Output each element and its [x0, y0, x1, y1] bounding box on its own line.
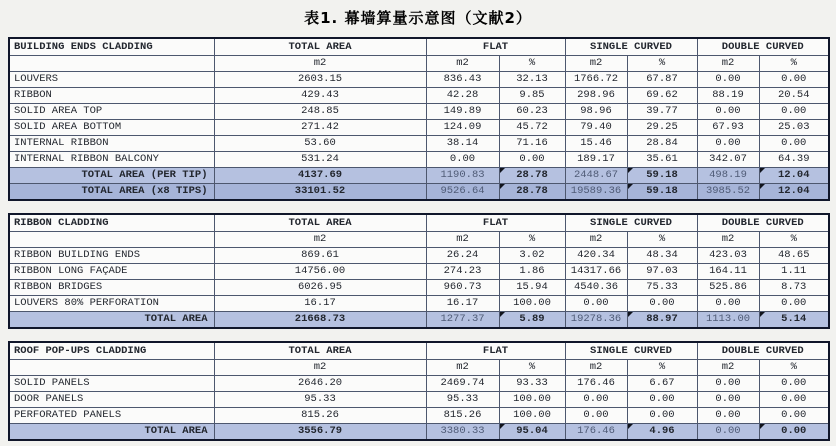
- unit-row: [9, 232, 829, 248]
- table-row: [9, 376, 829, 392]
- value-cell: 176.46: [565, 424, 627, 441]
- value-cell: 69.62: [627, 88, 697, 104]
- unit-percent-cell: %: [627, 360, 697, 376]
- unit-percent-cell: %: [627, 232, 697, 248]
- table-row: [9, 88, 829, 104]
- value-cell: 19589.36: [565, 184, 627, 201]
- value-cell: 19278.36: [565, 312, 627, 329]
- value-cell: 420.34: [565, 248, 627, 264]
- value-cell: 4540.36: [565, 280, 627, 296]
- value-cell: 95.33: [426, 392, 499, 408]
- table-row: [9, 424, 829, 441]
- value-cell: 12.04: [759, 184, 829, 201]
- unit-percent-cell: %: [759, 232, 829, 248]
- value-cell: 1.11: [759, 264, 829, 280]
- header-row: [9, 342, 829, 360]
- value-cell: 16.17: [426, 296, 499, 312]
- table-section-name: ROOF POP-UPS CLADDING: [9, 342, 214, 360]
- value-cell: 93.33: [499, 376, 565, 392]
- value-cell: 16.17: [214, 296, 426, 312]
- value-cell: 59.18: [627, 168, 697, 184]
- unit-m2-cell: m2: [565, 56, 627, 72]
- value-cell: 39.77: [627, 104, 697, 120]
- unit-m2-cell: m2: [426, 360, 499, 376]
- row-label-cell: RIBBON BRIDGES: [9, 280, 214, 296]
- value-cell: 0.00: [759, 392, 829, 408]
- value-cell: 176.46: [565, 376, 627, 392]
- value-cell: 429.43: [214, 88, 426, 104]
- value-cell: 60.23: [499, 104, 565, 120]
- value-cell: 59.18: [627, 184, 697, 201]
- value-cell: 1277.37: [426, 312, 499, 329]
- table-row: [9, 312, 829, 329]
- row-label-cell: TOTAL AREA: [9, 312, 214, 329]
- unit-percent-cell: %: [627, 56, 697, 72]
- col-header-double-curved: DOUBLE CURVED: [697, 38, 829, 56]
- unit-m2-cell: m2: [697, 232, 759, 248]
- row-label-cell: LOUVERS: [9, 72, 214, 88]
- unit-percent-cell: %: [499, 232, 565, 248]
- value-cell: 1190.83: [426, 168, 499, 184]
- table-section-name: RIBBON CLADDING: [9, 214, 214, 232]
- value-cell: 0.00: [697, 296, 759, 312]
- value-cell: 0.00: [697, 392, 759, 408]
- value-cell: 75.33: [627, 280, 697, 296]
- value-cell: 15.94: [499, 280, 565, 296]
- value-cell: 0.00: [759, 424, 829, 441]
- value-cell: 0.00: [499, 152, 565, 168]
- unit-percent-cell: %: [759, 360, 829, 376]
- value-cell: 3.02: [499, 248, 565, 264]
- value-cell: 53.60: [214, 136, 426, 152]
- value-cell: 8.73: [759, 280, 829, 296]
- value-cell: 28.78: [499, 168, 565, 184]
- header-row: [9, 38, 829, 56]
- unit-row-blank-cell: [9, 56, 214, 72]
- row-label-cell: DOOR PANELS: [9, 392, 214, 408]
- unit-m2-cell: m2: [426, 56, 499, 72]
- col-header-total-area: TOTAL AREA: [214, 342, 426, 360]
- value-cell: 15.46: [565, 136, 627, 152]
- unit-row: [9, 360, 829, 376]
- value-cell: 20.54: [759, 88, 829, 104]
- value-cell: 0.00: [759, 136, 829, 152]
- value-cell: 0.00: [697, 376, 759, 392]
- value-cell: 531.24: [214, 152, 426, 168]
- value-cell: 960.73: [426, 280, 499, 296]
- table-building-ends-cladding: [8, 37, 830, 201]
- value-cell: 0.00: [697, 104, 759, 120]
- tables-container: [0, 37, 836, 441]
- table-row: [9, 264, 829, 280]
- table-section-name: BUILDING ENDS CLADDING: [9, 38, 214, 56]
- value-cell: 298.96: [565, 88, 627, 104]
- value-cell: 25.03: [759, 120, 829, 136]
- value-cell: 0.00: [759, 104, 829, 120]
- value-cell: 2603.15: [214, 72, 426, 88]
- unit-m2-cell: m2: [426, 232, 499, 248]
- col-header-flat: FLAT: [426, 214, 565, 232]
- value-cell: 88.97: [627, 312, 697, 329]
- row-label-cell: INTERNAL RIBBON: [9, 136, 214, 152]
- value-cell: 5.14: [759, 312, 829, 329]
- value-cell: 0.00: [426, 152, 499, 168]
- value-cell: 3380.33: [426, 424, 499, 441]
- table-row: [9, 296, 829, 312]
- value-cell: 14317.66: [565, 264, 627, 280]
- table-row: [9, 168, 829, 184]
- row-label-cell: TOTAL AREA (x8 TIPS): [9, 184, 214, 201]
- value-cell: 6026.95: [214, 280, 426, 296]
- value-cell: 2448.67: [565, 168, 627, 184]
- value-cell: 2469.74: [426, 376, 499, 392]
- value-cell: 815.26: [214, 408, 426, 424]
- value-cell: 9526.64: [426, 184, 499, 201]
- value-cell: 28.84: [627, 136, 697, 152]
- table-row: [9, 408, 829, 424]
- value-cell: 12.04: [759, 168, 829, 184]
- value-cell: 71.16: [499, 136, 565, 152]
- value-cell: 1.86: [499, 264, 565, 280]
- value-cell: 100.00: [499, 392, 565, 408]
- row-label-cell: SOLID PANELS: [9, 376, 214, 392]
- value-cell: 67.93: [697, 120, 759, 136]
- value-cell: 100.00: [499, 408, 565, 424]
- value-cell: 67.87: [627, 72, 697, 88]
- col-header-total-area: TOTAL AREA: [214, 214, 426, 232]
- value-cell: 33101.52: [214, 184, 426, 201]
- value-cell: 4.96: [627, 424, 697, 441]
- unit-m2-cell: m2: [214, 56, 426, 72]
- value-cell: 149.89: [426, 104, 499, 120]
- value-cell: 95.33: [214, 392, 426, 408]
- value-cell: 0.00: [627, 392, 697, 408]
- value-cell: 48.65: [759, 248, 829, 264]
- col-header-flat: FLAT: [426, 342, 565, 360]
- header-row: [9, 214, 829, 232]
- table-roof-pop-ups-cladding: [8, 341, 830, 441]
- value-cell: 14756.00: [214, 264, 426, 280]
- value-cell: 28.78: [499, 184, 565, 201]
- value-cell: 0.00: [697, 408, 759, 424]
- value-cell: 0.00: [565, 392, 627, 408]
- value-cell: 32.13: [499, 72, 565, 88]
- value-cell: 29.25: [627, 120, 697, 136]
- unit-m2-cell: m2: [697, 360, 759, 376]
- value-cell: 271.42: [214, 120, 426, 136]
- table-row: [9, 184, 829, 201]
- row-label-cell: INTERNAL RIBBON BALCONY: [9, 152, 214, 168]
- table-row: [9, 136, 829, 152]
- row-label-cell: SOLID AREA BOTTOM: [9, 120, 214, 136]
- table-row: [9, 248, 829, 264]
- value-cell: 97.03: [627, 264, 697, 280]
- value-cell: 0.00: [627, 408, 697, 424]
- value-cell: 124.09: [426, 120, 499, 136]
- row-label-cell: TOTAL AREA: [9, 424, 214, 441]
- value-cell: 9.85: [499, 88, 565, 104]
- value-cell: 869.61: [214, 248, 426, 264]
- value-cell: 0.00: [759, 72, 829, 88]
- row-label-cell: RIBBON: [9, 88, 214, 104]
- value-cell: 2646.20: [214, 376, 426, 392]
- value-cell: 0.00: [697, 72, 759, 88]
- table-row: [9, 152, 829, 168]
- row-label-cell: LOUVERS 80% PERFORATION: [9, 296, 214, 312]
- unit-row-blank-cell: [9, 232, 214, 248]
- row-label-cell: SOLID AREA TOP: [9, 104, 214, 120]
- value-cell: 248.85: [214, 104, 426, 120]
- value-cell: 5.89: [499, 312, 565, 329]
- value-cell: 26.24: [426, 248, 499, 264]
- table-row: [9, 280, 829, 296]
- value-cell: 0.00: [759, 408, 829, 424]
- row-label-cell: RIBBON BUILDING ENDS: [9, 248, 214, 264]
- table-row: [9, 104, 829, 120]
- table-ribbon-cladding: [8, 213, 830, 329]
- value-cell: 1113.00: [697, 312, 759, 329]
- table-row: [9, 72, 829, 88]
- col-header-single-curved: SINGLE CURVED: [565, 38, 697, 56]
- value-cell: 274.23: [426, 264, 499, 280]
- value-cell: 0.00: [697, 136, 759, 152]
- value-cell: 836.43: [426, 72, 499, 88]
- value-cell: 3985.52: [697, 184, 759, 201]
- table-row: [9, 120, 829, 136]
- value-cell: 48.34: [627, 248, 697, 264]
- value-cell: 498.19: [697, 168, 759, 184]
- unit-row: [9, 56, 829, 72]
- unit-percent-cell: %: [499, 360, 565, 376]
- value-cell: 1766.72: [565, 72, 627, 88]
- value-cell: 0.00: [759, 296, 829, 312]
- value-cell: 100.00: [499, 296, 565, 312]
- unit-m2-cell: m2: [214, 232, 426, 248]
- value-cell: 88.19: [697, 88, 759, 104]
- col-header-single-curved: SINGLE CURVED: [565, 214, 697, 232]
- value-cell: 525.86: [697, 280, 759, 296]
- unit-m2-cell: m2: [565, 360, 627, 376]
- unit-m2-cell: m2: [214, 360, 426, 376]
- value-cell: 0.00: [627, 296, 697, 312]
- value-cell: 64.39: [759, 152, 829, 168]
- col-header-single-curved: SINGLE CURVED: [565, 342, 697, 360]
- value-cell: 189.17: [565, 152, 627, 168]
- unit-percent-cell: %: [499, 56, 565, 72]
- value-cell: 21668.73: [214, 312, 426, 329]
- value-cell: 35.61: [627, 152, 697, 168]
- value-cell: 0.00: [565, 296, 627, 312]
- value-cell: 98.96: [565, 104, 627, 120]
- value-cell: 45.72: [499, 120, 565, 136]
- unit-m2-cell: m2: [697, 56, 759, 72]
- value-cell: 3556.79: [214, 424, 426, 441]
- value-cell: 342.07: [697, 152, 759, 168]
- unit-row-blank-cell: [9, 360, 214, 376]
- value-cell: 0.00: [759, 376, 829, 392]
- page-title: 表1. 幕墙算量示意图（文献2）: [304, 9, 532, 27]
- unit-percent-cell: %: [759, 56, 829, 72]
- col-header-total-area: TOTAL AREA: [214, 38, 426, 56]
- row-label-cell: RIBBON LONG FAÇADE: [9, 264, 214, 280]
- value-cell: 164.11: [697, 264, 759, 280]
- unit-m2-cell: m2: [565, 232, 627, 248]
- value-cell: 815.26: [426, 408, 499, 424]
- value-cell: 423.03: [697, 248, 759, 264]
- value-cell: 42.28: [426, 88, 499, 104]
- col-header-flat: FLAT: [426, 38, 565, 56]
- row-label-cell: TOTAL AREA (PER TIP): [9, 168, 214, 184]
- col-header-double-curved: DOUBLE CURVED: [697, 342, 829, 360]
- value-cell: 0.00: [565, 408, 627, 424]
- table-row: [9, 392, 829, 408]
- row-label-cell: PERFORATED PANELS: [9, 408, 214, 424]
- value-cell: 0.00: [697, 424, 759, 441]
- col-header-double-curved: DOUBLE CURVED: [697, 214, 829, 232]
- value-cell: 38.14: [426, 136, 499, 152]
- value-cell: 4137.69: [214, 168, 426, 184]
- value-cell: 95.04: [499, 424, 565, 441]
- value-cell: 6.67: [627, 376, 697, 392]
- value-cell: 79.40: [565, 120, 627, 136]
